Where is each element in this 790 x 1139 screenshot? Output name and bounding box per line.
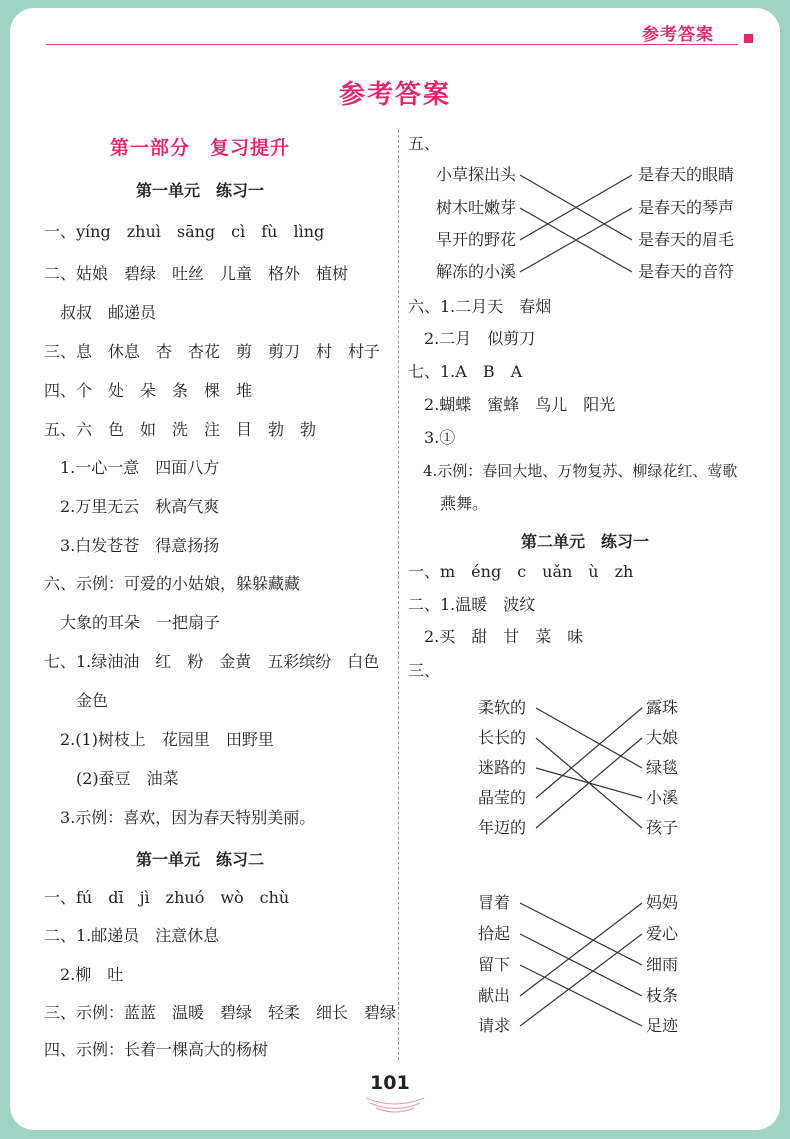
answer-line: (2)蚕豆 油菜 (44, 769, 179, 788)
match-left-item: 冒着 (478, 893, 511, 912)
answer-line: 六、1.二月天 春烟 (408, 297, 552, 316)
match-connector (520, 903, 642, 996)
match-right-item: 枝条 (646, 986, 679, 1005)
answer-line: 一、yíng zhuì sāng cì fù lìng (44, 222, 325, 241)
answer-line: 四、个 处 朵 条 棵 堆 (44, 381, 253, 400)
match-right-item: 妈妈 (646, 893, 679, 912)
page-number: 101 (370, 1072, 410, 1094)
match-right-item: 露珠 (646, 698, 679, 717)
match-left-item: 请求 (478, 1016, 511, 1035)
question-label-5: 五、 (408, 134, 441, 153)
match-left-item: 柔软的 (478, 698, 527, 717)
section-title-unit1-ex2: 第一单元 练习二 (135, 850, 264, 869)
answer-line: 2.二月 似剪刀 (408, 329, 536, 348)
match-left-item: 小草探出头 (436, 165, 517, 184)
answer-line: 2.蝴蝶 蜜蜂 鸟儿 阳光 (408, 395, 616, 414)
match-left-item: 解冻的小溪 (436, 262, 517, 281)
part-title: 第一部分 复习提升 (109, 137, 290, 159)
answer-line: 七、1.A B A (408, 362, 523, 381)
answer-line: 二、姑娘 碧绿 吐丝 儿童 格外 植树 (44, 264, 349, 283)
match-left-item: 留下 (478, 955, 511, 974)
answer-line: 六、示例：可爱的小姑娘，躲躲藏藏 (44, 574, 301, 593)
match-right-item: 小溪 (646, 788, 679, 807)
answer-line: 三、息 休息 杏 杏花 剪 剪刀 村 村子 (44, 342, 381, 361)
answer-line: 七、1.绿油油 红 粉 金黄 五彩缤纷 白色 (44, 652, 380, 671)
answer-line: 燕舞。 (408, 494, 489, 513)
match-right-item: 足迹 (646, 1016, 679, 1035)
answer-line: 4.示例：春回大地、万物复苏、柳绿花红、莺歌 (408, 462, 738, 480)
match-connector (520, 934, 642, 1026)
page-title: 参考答案 (338, 80, 451, 110)
answer-line: 二、1.温暖 波纹 (408, 595, 536, 614)
page-number-ornament (362, 1094, 428, 1114)
answer-line: 金色 (44, 691, 109, 710)
match-left-item: 年迈的 (478, 818, 527, 837)
answer-line: 大象的耳朵 一把扇子 (44, 613, 221, 632)
match-right-item: 细雨 (646, 955, 679, 974)
match-right-item: 孩子 (646, 818, 679, 837)
section-title-unit2-ex1: 第二单元 练习一 (520, 532, 649, 551)
answer-line: 一、fú dī jì zhuó wò chù (44, 888, 290, 907)
header-label: 参考答案 (642, 25, 714, 45)
answer-line: 一、m éng c uǎn ù zh (408, 562, 634, 581)
answer-line: 3.① (408, 428, 456, 447)
answer-line: 五、六 色 如 洗 注 目 勃 勃 (44, 420, 317, 439)
match-left-item: 树木吐嫩芽 (436, 198, 517, 217)
answer-line: 3.示例：喜欢，因为春天特别美丽。 (44, 808, 316, 827)
answer-line: 2.柳 吐 (44, 965, 124, 984)
match-right-item: 绿毯 (646, 758, 679, 777)
answer-line: 叔叔 邮递员 (44, 303, 157, 322)
match-right-item: 是春天的音符 (638, 262, 735, 281)
answer-line: 1.一心一意 四面八方 (44, 458, 220, 477)
answer-line: 2.万里无云 秋高气爽 (44, 497, 220, 516)
match-left-item: 拾起 (478, 924, 511, 943)
answer-line: 2.买 甜 甘 菜 味 (408, 627, 584, 646)
answer-line: 3.白发苍苍 得意扬扬 (44, 536, 220, 555)
answer-line: 三、示例：蓝蓝 温暖 碧绿 轻柔 细长 碧绿 (44, 1003, 397, 1022)
match-left-item: 长长的 (478, 728, 527, 747)
section-title-unit1-ex1: 第一单元 练习一 (135, 181, 264, 200)
answer-line: 2.(1)树枝上 花园里 田野里 (44, 730, 274, 749)
match-right-item: 爱心 (646, 924, 679, 943)
answer-line: 二、1.邮递员 注意休息 (44, 926, 220, 945)
match-right-item: 大娘 (646, 728, 679, 747)
match-left-item: 献出 (478, 986, 511, 1005)
match-right-item: 是春天的眉毛 (638, 230, 735, 249)
match-connector (520, 934, 642, 996)
answer-line: 四、示例：长着一棵高大的杨树 (44, 1040, 269, 1059)
match-connector (520, 965, 642, 1026)
question-label-3: 三、 (408, 661, 441, 680)
match-right-item: 是春天的琴声 (638, 198, 735, 217)
match-right-item: 是春天的眼睛 (638, 165, 735, 184)
match-left-item: 迷路的 (478, 758, 527, 777)
match-left-item: 早开的野花 (436, 230, 517, 249)
match-left-item: 晶莹的 (478, 788, 527, 807)
match-connector (520, 903, 642, 965)
